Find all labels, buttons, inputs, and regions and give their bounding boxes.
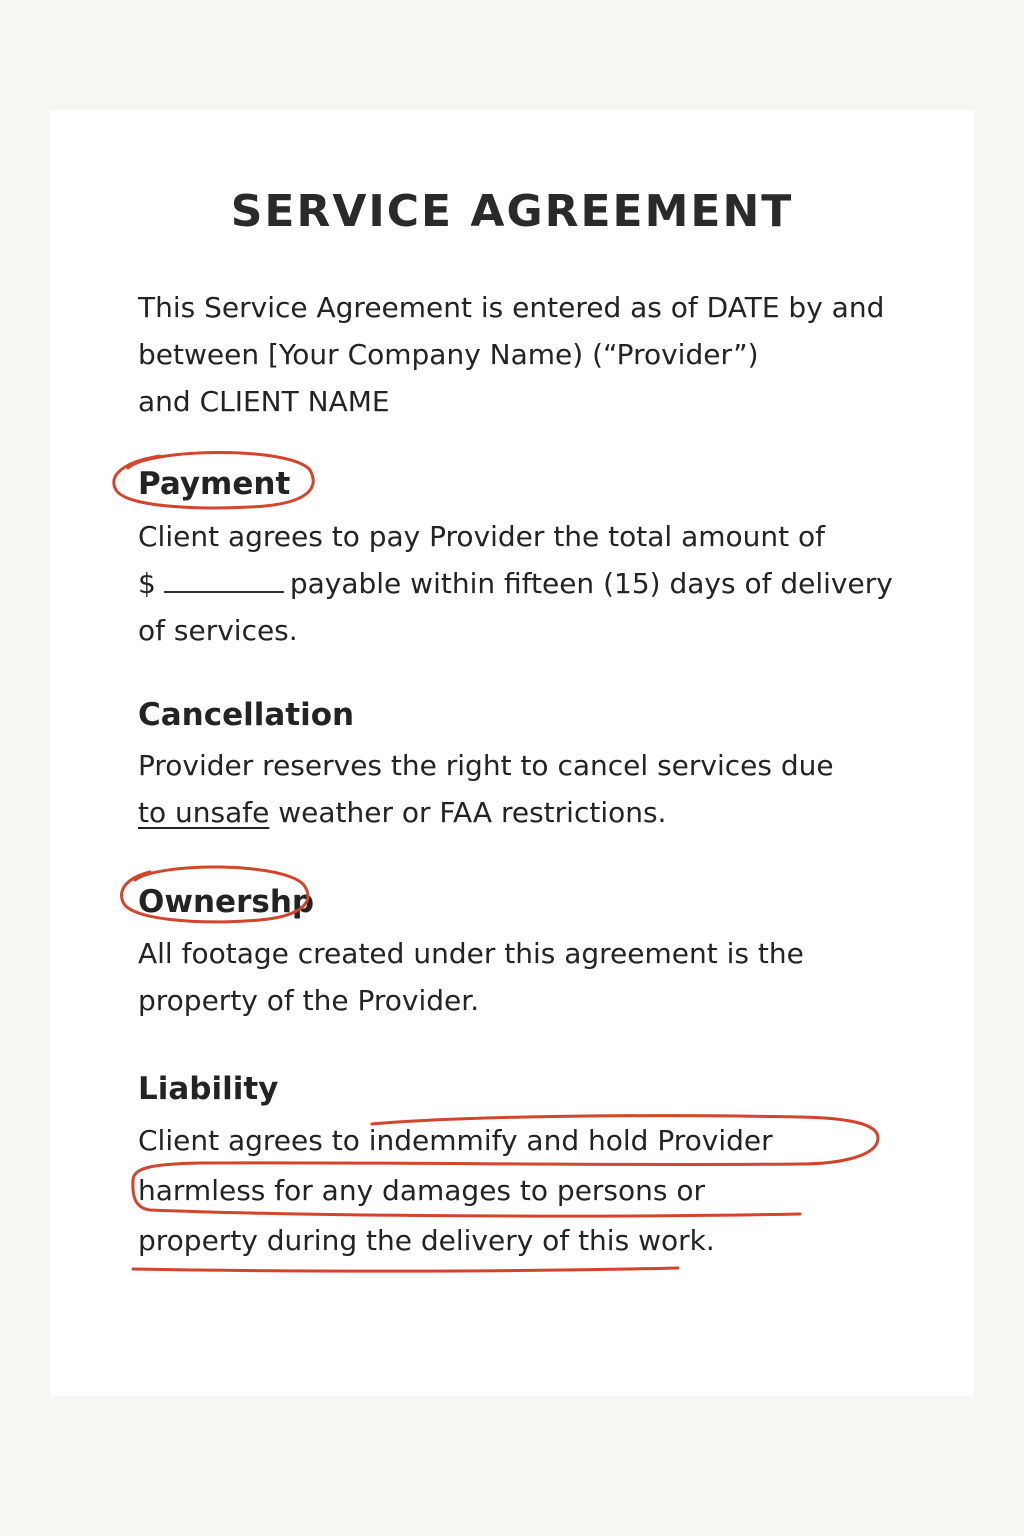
amount-blank-field	[164, 565, 284, 593]
payment-line: Client agrees to pay Provider the total amount of	[138, 520, 826, 553]
cancellation-line	[138, 789, 918, 836]
section-heading-payment: Payment	[138, 466, 291, 502]
liability-line: property during the delivery of this work.	[138, 1224, 715, 1257]
section-heading-ownership: Ownershp	[138, 884, 315, 920]
section-heading-cancellation: Cancellation	[138, 697, 355, 733]
intro-paragraph	[138, 284, 918, 425]
cancellation-line-rest: weather or FAA restrictions.	[269, 796, 667, 829]
section-body-liability	[138, 1116, 918, 1266]
section-body-payment	[138, 513, 918, 654]
intro-line: This Service Agreement is entered as of DATE by and	[138, 291, 885, 324]
currency-symbol: $	[138, 567, 156, 600]
intro-line: and CLIENT NAME	[138, 385, 390, 418]
document-title: SERVICE AGREEMENT	[230, 186, 794, 237]
intro-line: between [Your Company Name) (“Provider”)	[138, 338, 759, 371]
section-body-cancellation	[138, 742, 918, 836]
section-body-ownership	[138, 930, 918, 1024]
cancellation-line: Provider reserves the right to cancel services due	[138, 749, 834, 782]
ownership-line: All footage created under this agreement is the	[138, 937, 804, 970]
section-heading-liability: Liability	[138, 1071, 279, 1107]
payment-line: of services.	[138, 614, 298, 647]
underlined-phrase: to unsafe	[138, 796, 270, 829]
payment-amount-line	[138, 560, 918, 607]
payment-terms-text: payable within fifteen (15) days of delivery	[289, 567, 893, 600]
liability-line: Client agrees to indemmify and hold Provider	[138, 1124, 773, 1157]
liability-line: harmless for any damages to persons or	[138, 1174, 706, 1207]
ownership-line: property of the Provider.	[138, 984, 480, 1017]
